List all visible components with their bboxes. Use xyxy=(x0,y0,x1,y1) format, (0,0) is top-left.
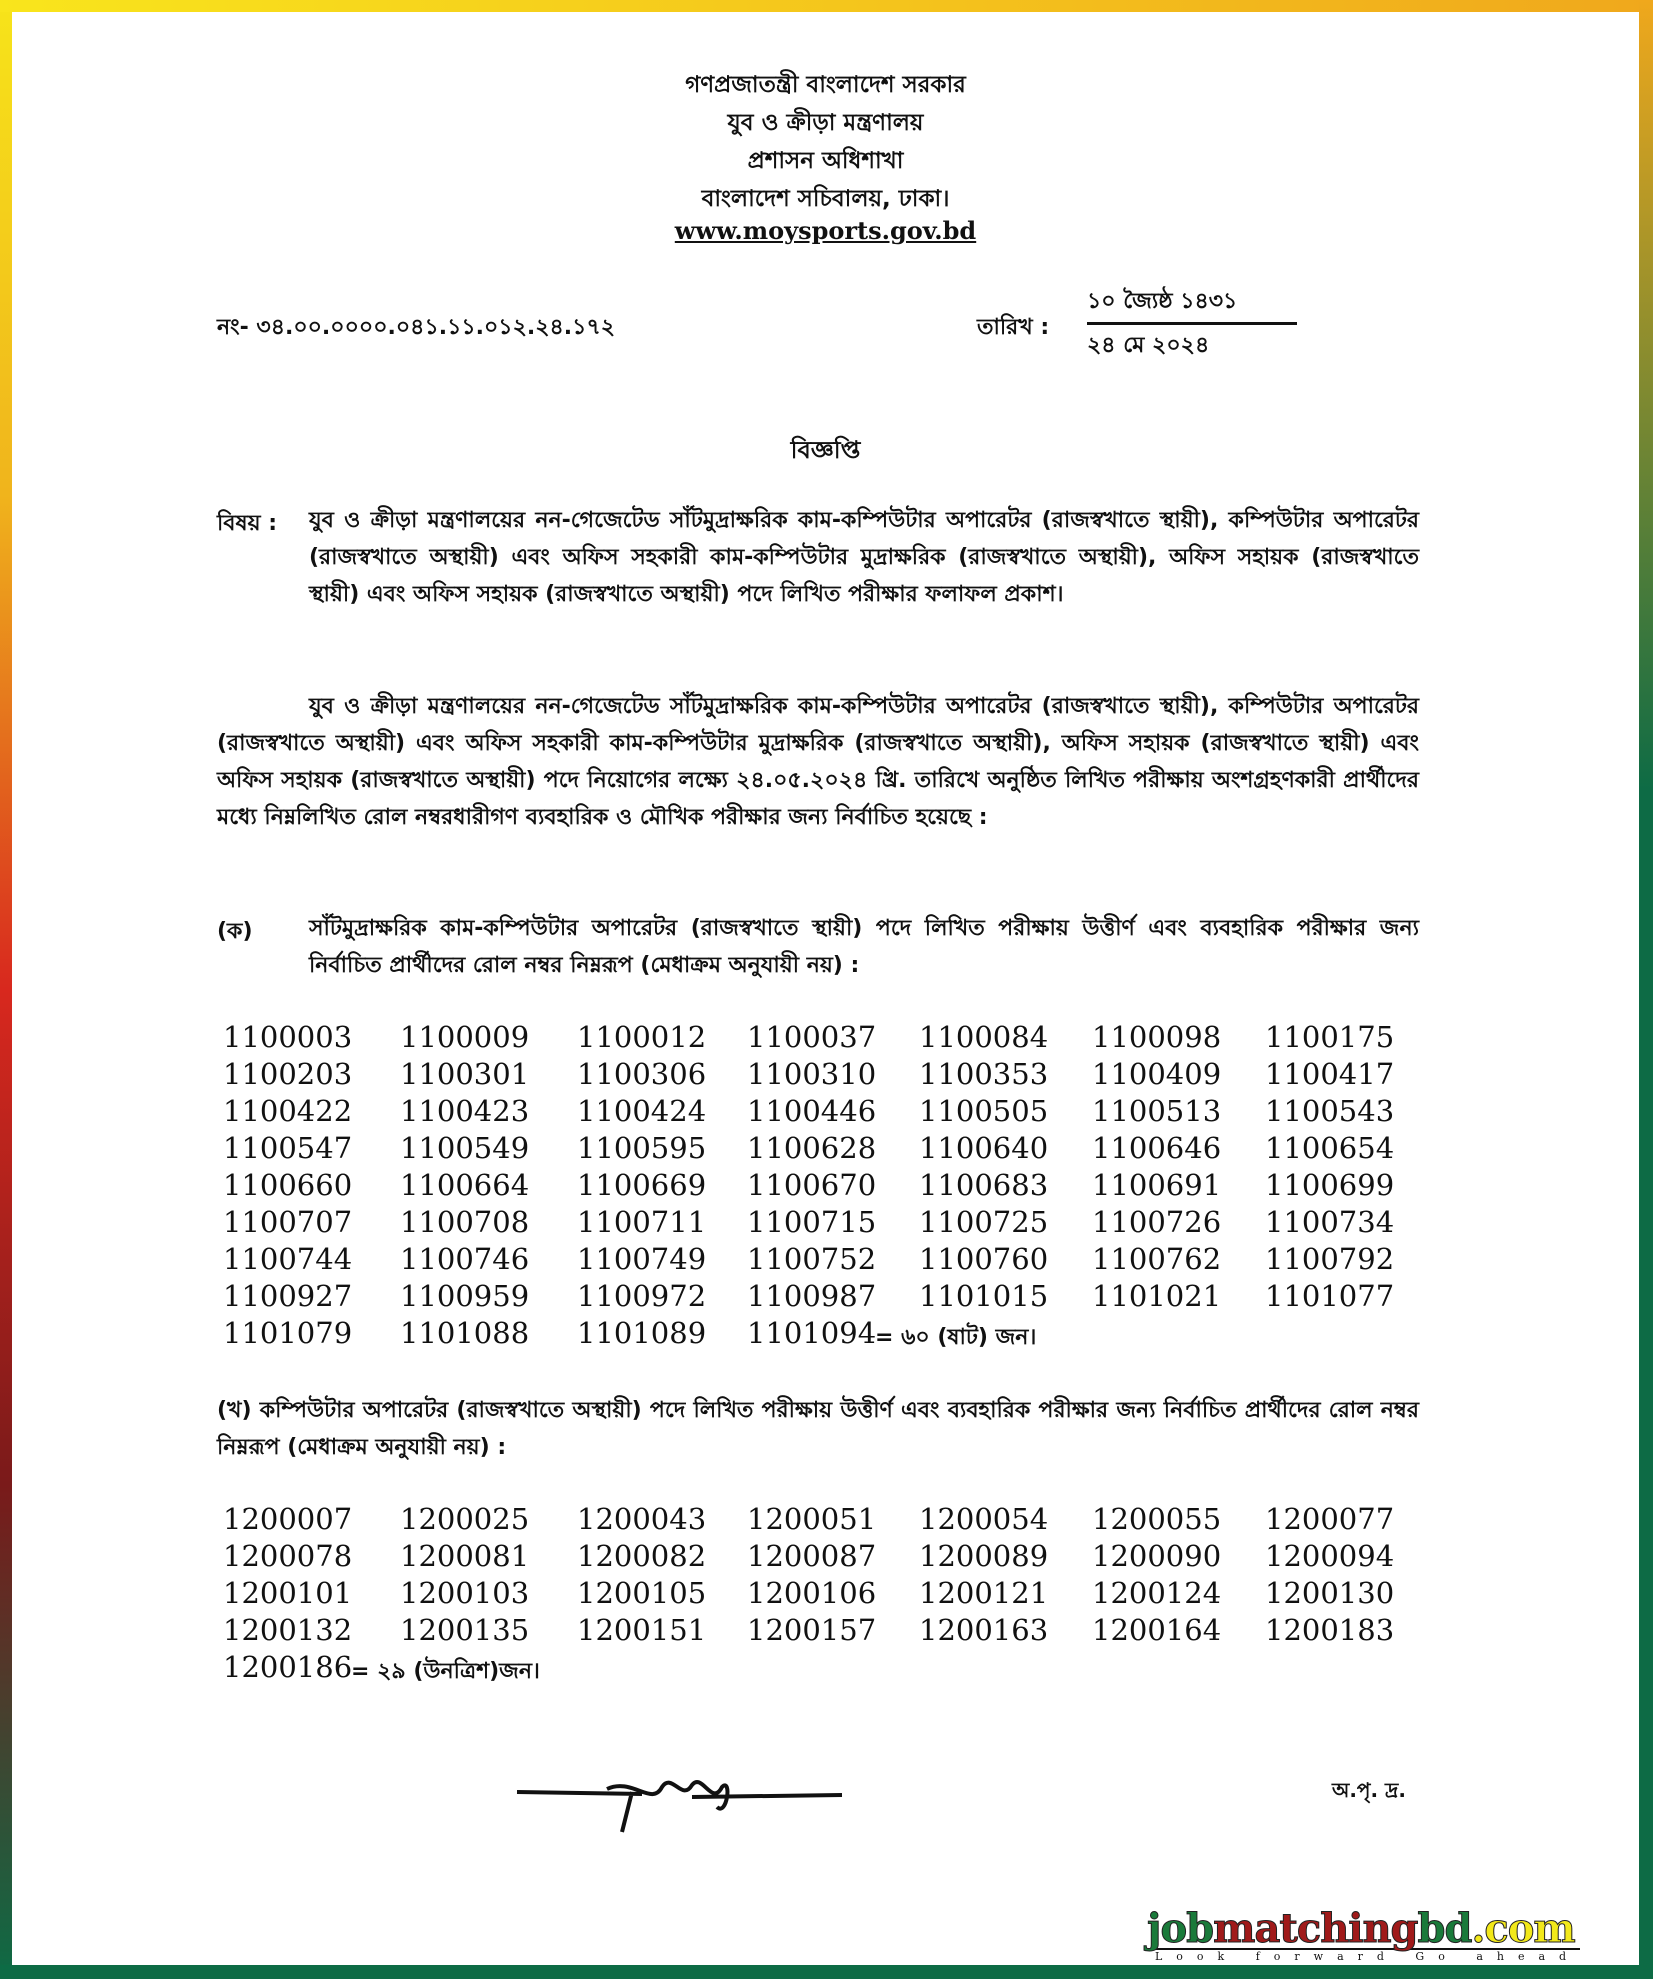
roll-number: 1100424 xyxy=(577,1094,707,1128)
watermark-part: .com xyxy=(1471,1905,1575,1952)
date-label: তারিখ : xyxy=(977,315,1050,340)
roll-total: = ২৯ (উনত্রিশ)জন। xyxy=(351,1659,540,1684)
roll-number: 1200183 xyxy=(1265,1613,1395,1647)
roll-number: 1100301 xyxy=(400,1057,530,1091)
roll-number: 1200094 xyxy=(1265,1539,1395,1573)
roll-number: 1101021 xyxy=(1092,1279,1222,1313)
date-bangla: ১০ জ্যৈষ্ঠ ১৪৩১ xyxy=(1087,289,1238,314)
roll-number: 1100353 xyxy=(919,1057,1049,1091)
roll-number: 1100664 xyxy=(400,1168,530,1202)
roll-number: 1200163 xyxy=(919,1613,1049,1647)
roll-number: 1100446 xyxy=(747,1094,877,1128)
roll-number: 1100699 xyxy=(1265,1168,1395,1202)
roll-number: 1100037 xyxy=(747,1020,877,1054)
watermark-brand xyxy=(1147,1905,1580,1952)
roll-number: 1100660 xyxy=(223,1168,353,1202)
roll-number: 1200025 xyxy=(400,1502,530,1536)
roll-number: 1200087 xyxy=(747,1539,877,1573)
header-line: গণপ্রজাতন্ত্রী বাংলাদেশ সরকার xyxy=(685,72,966,98)
roll-number: 1200081 xyxy=(400,1539,530,1573)
roll-number: 1100744 xyxy=(223,1242,353,1276)
roll-number: 1100084 xyxy=(919,1020,1049,1054)
memo-number: নং- ৩৪.০০.০০০০.০৪১.১১.০১২.২৪.১৭২ xyxy=(217,315,616,340)
roll-number: 1100310 xyxy=(747,1057,877,1091)
frame-right xyxy=(1639,0,1653,1979)
watermark-tagline: Look forward Go ahead xyxy=(1147,1948,1580,1963)
roll-number: 1200132 xyxy=(223,1613,353,1647)
roll-number: 1200043 xyxy=(577,1502,707,1536)
roll-number: 1200151 xyxy=(577,1613,707,1647)
watermark-part: job xyxy=(1147,1905,1214,1952)
roll-number: 1100987 xyxy=(747,1279,877,1313)
roll-number: 1200082 xyxy=(577,1539,707,1573)
roll-number: 1100669 xyxy=(577,1168,707,1202)
subject-label: বিষয় : xyxy=(217,511,278,536)
roll-number: 1200105 xyxy=(577,1576,707,1610)
roll-number: 1101079 xyxy=(223,1316,353,1350)
roll-number: 1101015 xyxy=(919,1279,1049,1313)
roll-number: 1100715 xyxy=(747,1205,877,1239)
header-line: বাংলাদেশ সচিবালয়, ঢাকা। xyxy=(701,186,950,212)
roll-number: 1101077 xyxy=(1265,1279,1395,1313)
roll-number: 1100762 xyxy=(1092,1242,1222,1276)
roll-number: 1200077 xyxy=(1265,1502,1395,1536)
roll-number: 1100725 xyxy=(919,1205,1049,1239)
website-text[interactable]: www.moysports.gov.bd xyxy=(674,216,977,245)
roll-number: 1100009 xyxy=(400,1020,530,1054)
continued-note: অ.পৃ. দ্র. xyxy=(1332,1778,1406,1802)
roll-number: 1200124 xyxy=(1092,1576,1222,1610)
roll-number: 1100417 xyxy=(1265,1057,1395,1091)
roll-number: 1100646 xyxy=(1092,1131,1222,1165)
header-line: যুব ও ক্রীড়া মন্ত্রণালয় xyxy=(727,110,924,136)
signature xyxy=(512,1747,852,1837)
frame-top xyxy=(0,0,1653,12)
roll-number: 1100708 xyxy=(400,1205,530,1239)
roll-number: 1100691 xyxy=(1092,1168,1222,1202)
roll-number: 1100003 xyxy=(223,1020,353,1054)
roll-number: 1100752 xyxy=(747,1242,877,1276)
roll-number: 1100628 xyxy=(747,1131,877,1165)
roll-number: 1200135 xyxy=(400,1613,530,1647)
roll-number: 1101089 xyxy=(577,1316,707,1350)
roll-number: 1100760 xyxy=(919,1242,1049,1276)
roll-number: 1100505 xyxy=(919,1094,1049,1128)
roll-number: 1100711 xyxy=(577,1205,707,1239)
roll-number: 1200186 xyxy=(223,1650,353,1684)
roll-number: 1200130 xyxy=(1265,1576,1395,1610)
roll-number: 1200007 xyxy=(223,1502,353,1536)
roll-number: 1100959 xyxy=(400,1279,530,1313)
roll-number: 1200089 xyxy=(919,1539,1049,1573)
date-gregorian: ২৪ মে ২০২৪ xyxy=(1087,333,1210,358)
roll-number: 1200078 xyxy=(223,1539,353,1573)
roll-number: 1100175 xyxy=(1265,1020,1395,1054)
roll-total: = ৬০ (ষাট) জন। xyxy=(875,1325,1037,1350)
header-line: প্রশাসন অধিশাখা xyxy=(747,148,904,174)
roll-number: 1200103 xyxy=(400,1576,530,1610)
section-a-text: সাঁটমুদ্রাক্ষরিক কাম-কম্পিউটার অপারেটর (রাজস্বখাতে স্থায়ী) পদে লিখিত পরীক্ষায় উত্তীর্ণ এবং ব্যবহারিক পরীক্ষার জন্য নির্বাচিত প্রার্থীদের রোল নম্বর নিম্নরূপ (মেধাক্রম অনুযায়ী নয়) : xyxy=(309,916,1419,978)
roll-number: 1100927 xyxy=(223,1279,353,1313)
subject-text: যুব ও ক্রীড়া মন্ত্রণালয়ের নন-গেজেটেড সাঁটমুদ্রাক্ষরিক কাম-কম্পিউটার অপারেটর (রাজস্বখাতে স্থায়ী), কম্পিউটার অপারেটর (রাজস্বখাতে অস্থায়ী) এবং অফিস সহকারী কাম-কম্পিউটার মুদ্রাক্ষরিক (রাজস্বখাতে অস্থায়ী), অফিস সহায়ক (রাজস্বখাতে স্থায়ী) এবং অফিস সহায়ক (রাজস্বখাতে অস্থায়ী) পদে লিখিত পরীক্ষার ফলাফল প্রকাশ। xyxy=(309,508,1419,607)
roll-number: 1200157 xyxy=(747,1613,877,1647)
roll-number: 1100595 xyxy=(577,1131,707,1165)
roll-number: 1100423 xyxy=(400,1094,530,1128)
roll-number: 1100513 xyxy=(1092,1094,1222,1128)
section-a-marker: (ক) xyxy=(217,919,253,944)
website-link[interactable] xyxy=(12,216,1639,245)
roll-number: 1101088 xyxy=(400,1316,530,1350)
roll-number: 1100749 xyxy=(577,1242,707,1276)
roll-number: 1100203 xyxy=(223,1057,353,1091)
roll-number: 1200121 xyxy=(919,1576,1049,1610)
roll-number: 1100670 xyxy=(747,1168,877,1202)
document-page xyxy=(12,12,1639,1965)
date-divider xyxy=(1087,322,1297,325)
roll-number: 1100098 xyxy=(1092,1020,1222,1054)
notice-title: বিজ্ঞপ্তি xyxy=(790,436,861,464)
roll-number: 1100734 xyxy=(1265,1205,1395,1239)
roll-number: 1200055 xyxy=(1092,1502,1222,1536)
watermark-part: bd xyxy=(1417,1905,1472,1952)
watermark-part: matching xyxy=(1213,1905,1418,1952)
roll-number: 1100549 xyxy=(400,1131,530,1165)
roll-number: 1100640 xyxy=(919,1131,1049,1165)
roll-number: 1100746 xyxy=(400,1242,530,1276)
roll-number: 1100306 xyxy=(577,1057,707,1091)
watermark-logo xyxy=(1147,1905,1580,1963)
frame-bottom xyxy=(0,1965,1653,1979)
roll-number: 1100543 xyxy=(1265,1094,1395,1128)
roll-number: 1200101 xyxy=(223,1576,353,1610)
roll-number: 1100012 xyxy=(577,1020,707,1054)
roll-number: 1100547 xyxy=(223,1131,353,1165)
roll-number: 1100707 xyxy=(223,1205,353,1239)
roll-number: 1100422 xyxy=(223,1094,353,1128)
section-b-text: (খ) কম্পিউটার অপারেটর (রাজস্বখাতে অস্থায়ী) পদে লিখিত পরীক্ষায় উত্তীর্ণ এবং ব্যবহারিক পরীক্ষার জন্য নির্বাচিত প্রার্থীদের রোল নম্বর নিম্নরূপ (মেধাক্রম অনুযায়ী নয়) : xyxy=(217,1398,1419,1460)
roll-number: 1200090 xyxy=(1092,1539,1222,1573)
roll-number: 1100726 xyxy=(1092,1205,1222,1239)
roll-number: 1100683 xyxy=(919,1168,1049,1202)
roll-number: 1100972 xyxy=(577,1279,707,1313)
roll-number: 1200054 xyxy=(919,1502,1049,1536)
roll-number: 1101094 xyxy=(747,1316,877,1350)
roll-number: 1100654 xyxy=(1265,1131,1395,1165)
roll-number: 1200106 xyxy=(747,1576,877,1610)
roll-number: 1200051 xyxy=(747,1502,877,1536)
body-paragraph: যুব ও ক্রীড়া মন্ত্রণালয়ের নন-গেজেটেড সাঁটমুদ্রাক্ষরিক কাম-কম্পিউটার অপারেটর (রাজস্বখাতে স্থায়ী), কম্পিউটার অপারেটর (রাজস্বখাতে অস্থায়ী) এবং অফিস সহকারী কাম-কম্পিউটার মুদ্রাক্ষরিক (রাজস্বখাতে অস্থায়ী), অফিস সহায়ক (রাজস্বখাতে স্থায়ী) এবং অফিস সহায়ক (রাজস্বখাতে অস্থায়ী) পদে নিয়োগের লক্ষ্যে ২৪.০৫.২০২৪ খ্রি. তারিখে অনুষ্ঠিত লিখিত পরীক্ষায় অংশগ্রহণকারী প্রার্থীদের মধ্যে নিম্নলিখিত রোল নম্বরধারীগণ ব্যবহারিক ও মৌখিক পরীক্ষার জন্য নির্বাচিত হয়েছে : xyxy=(217,694,1419,830)
roll-number: 1200164 xyxy=(1092,1613,1222,1647)
roll-number: 1100409 xyxy=(1092,1057,1222,1091)
roll-number: 1100792 xyxy=(1265,1242,1395,1276)
